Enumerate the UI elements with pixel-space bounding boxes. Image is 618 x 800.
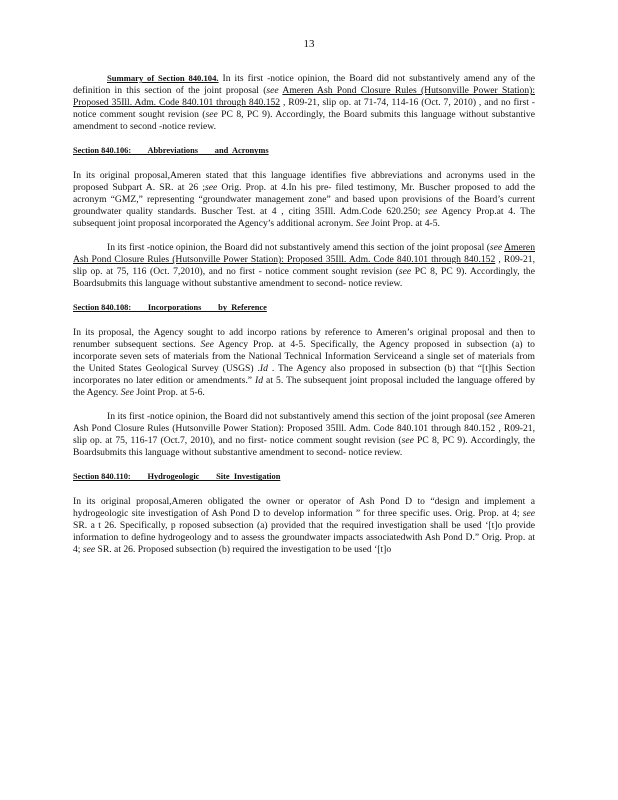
text-run: In its original proposal,Ameren obligated the owner or operator of Ash Pond D to “design and implement a hydrogeologic site investigation of Ash Pond D to develop information ” for three specific uses. Orig. Prop. at 4; — [73, 495, 535, 519]
citation-signal: see — [205, 181, 218, 193]
text-run: SR. a t 26. Specifically, p roposed subsection (a) provided that the required investigation shall be used ‘[t]o provide information to define hydrogeology and to assess the groundwater impacts associatedwith Ash Pond D.” Orig. Prop. at 4; — [73, 519, 535, 555]
spacer — [73, 230, 535, 242]
section-heading: Section 840.108: Incorporations by Reference — [73, 303, 267, 313]
text-run: Orig. Prop. at 4.In his pre- filed testimony, Mr. Buscher proposed to add the acronym “GMZ,” representing “groundwater management zone” and based upon provisions of the Board’s current groundwater quality standards. Buscher Test. at 4 , citing 35Ill. Adm.Code 620.250; — [73, 181, 535, 217]
text-run: In its proposal, the Agency sought to add incorpo rations by reference to Ameren’s original proposal and then to renumber subsequent sections. — [73, 326, 535, 350]
text-run: Joint Prop. at 4-5. — [369, 217, 440, 229]
text-run: . The Agency also proposed in subsection (b) that “[t]his Section incorporates no later edition or amendments.” — [73, 362, 535, 386]
spacer — [73, 315, 535, 327]
text-run: , R09-21, slip op. at 75, 116 (Oct. 7,2010), and no first - notice comment sought revision ( — [73, 254, 535, 278]
citation-signal: see — [205, 109, 218, 121]
spacer — [73, 459, 535, 471]
document-body — [73, 72, 535, 556]
citation-signal: see — [266, 85, 279, 97]
paragraph — [73, 411, 535, 459]
text-run: PC 8, PC 9). Accordingly, the Boardsubmits this language without substantive amendment to second- notice review. — [73, 435, 535, 459]
section-heading: Section 840.106: Abbreviations and Acronyms — [73, 146, 269, 156]
spacer — [73, 399, 535, 411]
paragraph — [73, 327, 535, 400]
page-number: 13 — [303, 38, 315, 50]
citation-signal: see — [401, 435, 414, 447]
text-run: Agency Prop. at 4-5. Specifically, the Agency proposed in subsection (a) to incorporate seven sets of materials from the National Technical Information Serviceand a single set of materials from the United States Geological Survey (USGS) . — [73, 338, 535, 374]
spacer — [73, 290, 535, 302]
text-run: In its first -notice opinion, the Board did not substantively amend any of the definition in this section of the joint proposal ( — [73, 73, 536, 97]
spacer — [73, 484, 535, 496]
case-citation: Ameren Ash Pond Closure Rules (Hutsonville Power Station): Proposed 35Ill. Adm. Code 840.101 through 840.152 — [73, 242, 535, 266]
citation-signal: see — [489, 411, 503, 423]
text-run: PC 8, PC 9). Accordingly, the Boardsubmits this language without substantive amendment to second- notice review. — [73, 266, 535, 290]
text-run: In its first -notice opinion, the Board did not substantively amend this section of the joint proposal ( — [107, 411, 490, 423]
text-run: Agency Prop.at 4. The subsequent joint proposal incorporated the Agency’s additional acronym. — [73, 205, 535, 229]
text-run: PC 8, PC 9). Accordingly, the Board submits this language without substantive amendment to second -notice review. — [73, 109, 535, 133]
citation-signal: see — [398, 266, 412, 278]
case-citation: Ameren Ash Pond Closure Rules (Hutsonville Power Station): Proposed 35Ill. Adm. Code 840.101 through 840.152 — [73, 85, 535, 109]
paragraph — [73, 496, 535, 556]
citation-signal: see — [82, 543, 96, 555]
text-run: In its original proposal,Ameren stated that this language identifies five abbreviations and acronyms used in the proposed Subpart A. SR. at 26 ; — [73, 169, 535, 193]
section-heading: Section 840.110: Hydrogeologic Site Investigation — [73, 472, 281, 482]
citation-signal: See — [120, 386, 134, 398]
citation-signal: see — [522, 507, 535, 519]
paragraph — [73, 72, 535, 133]
citation-signal: See — [200, 338, 214, 350]
text-run: Ameren Ash Pond Closure Rules (Hutsonville Power Station): Proposed 35Ill. Adm. Code 840.101 through 840.152 , R09-21, slip op. at 75, 116-17 (Oct.7, 2010), and no first- notice comment sought revision ( — [73, 411, 535, 447]
paragraph — [73, 242, 535, 290]
citation-signal: Id — [259, 362, 268, 374]
section-heading: Summary of Section 840.104. — [107, 73, 219, 83]
text-run: SR. at 26. Proposed subsection (b) required the investigation to be used ‘[t]o — [95, 543, 392, 555]
citation-signal: See — [355, 217, 370, 229]
text-run: In its first -notice opinion, the Board did not substantively amend this section of the joint proposal ( — [107, 242, 490, 254]
text-run: , R09-21, slip op. at 71-74, 114-16 (Oct. 7, 2010) , and no first -notice comment sought revision ( — [73, 97, 535, 121]
spacer — [73, 133, 535, 145]
paragraph — [73, 170, 535, 230]
citation-signal: Id — [255, 374, 264, 386]
text-run: at 5. The subsequent joint proposal included the language offered by the Agency. — [73, 374, 535, 398]
citation-signal: see — [489, 242, 503, 254]
spacer — [73, 158, 535, 170]
citation-signal: see — [425, 205, 438, 217]
text-run: Joint Prop. at 5-6. — [133, 386, 205, 398]
